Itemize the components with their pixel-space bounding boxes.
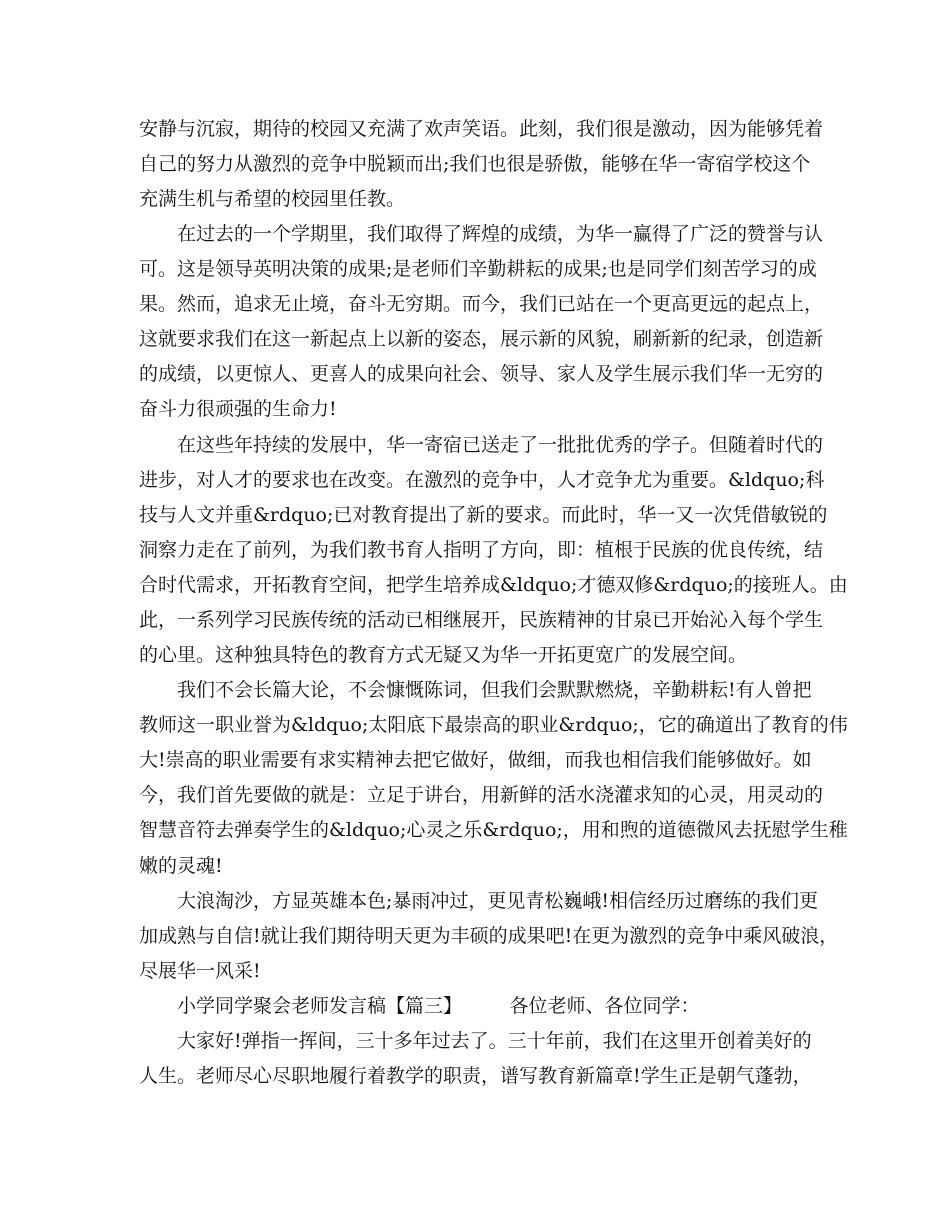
text-line: 尽展华一风采! <box>139 960 261 982</box>
text-line: 洞察力走在了前列，为我们教书育人指明了方向，即：植根于民族的优良传统，结 <box>139 539 824 561</box>
text-line: 这就要求我们在这一新起点上以新的姿态，展示新的风貌，刷新新的纪录，创造新 <box>139 328 824 350</box>
text-line: 今，我们首先要做的就是：立足于讲台，用新鲜的活水浇灌求知的心灵，用灵动的 <box>139 784 824 806</box>
text-line: 奋斗力很顽强的生命力! <box>139 398 337 420</box>
text-line: 的成绩，以更惊人、更喜人的成果向社会、领导、家人及学生展示我们华一无穷的 <box>139 363 824 385</box>
text-line: 充满生机与希望的校园里任教。 <box>139 188 406 210</box>
paragraph-first-line: 大家好!弹指一挥间，三十多年过去了。三十年前，我们在这里开创着美好的 <box>177 1030 812 1052</box>
text-line: 嫩的灵魂! <box>139 855 223 877</box>
paragraph-first-line: 我们不会长篇大论，不会慷慨陈词，但我们会默默燃烧，辛勤耕耘!有人曾把 <box>177 679 812 701</box>
paragraph-first-line: 大浪淘沙，方显英雄本色;暴雨冲过，更见青松巍峨!相信经历过磨练的我们更 <box>177 890 819 912</box>
text-line: 此，一系列学习民族传统的活动已相继展开，民族精神的甘泉已开始沁入每个学生 <box>139 609 824 631</box>
text-line: 可。这是领导英明决策的成果;是老师们辛勤耕耘的成果;也是同学们刻苦学习的成 <box>139 258 817 280</box>
paragraph-first-line: 在过去的一个学期里，我们取得了辉煌的成绩，为华一赢得了广泛的赞誉与认 <box>177 223 824 245</box>
text-line: 的心里。这种独具特色的教育方式无疑又为华一开拓更宽广的发展空间。 <box>139 644 748 666</box>
text-line: 进步，对人才的要求也在改变。在激烈的竞争中，人才竞争尤为重要。&ldquo;科 <box>139 469 825 491</box>
text-line: 智慧音符去弹奏学生的&ldquo;心灵之乐&rdquo;，用和煦的道德微风去抚慰学生稚 <box>139 819 848 841</box>
text-line: 果。然而，追求无止境，奋斗无穷期。而今，我们已站在一个更高更远的起点上， <box>139 293 824 315</box>
section-heading-line: 小学同学聚会老师发言稿【篇三】 各位老师、各位同学： <box>177 995 700 1017</box>
text-line: 自己的努力从激烈的竞争中脱颖而出;我们也很是骄傲，能够在华一寄宿学校这个 <box>139 153 811 175</box>
paragraph-first-line: 在这些年持续的发展中，华一寄宿已送走了一批批优秀的学子。但随着时代的 <box>177 434 824 456</box>
text-line: 合时代需求，开拓教育空间，把学生培养成&ldquo;才德双修&rdquo;的接班人。由 <box>139 574 848 596</box>
text-line: 加成熟与自信!就让我们期待明天更为丰硕的成果吧!在更为激烈的竞争中乘风破浪， <box>139 925 839 947</box>
text-line: 大!崇高的职业需要有求实精神去把它做好，做细，而我也相信我们能够做好。如 <box>139 749 812 771</box>
text-line: 教师这一职业誉为&ldquo;太阳底下最崇高的职业&rdquo;，它的确道出了教育的伟 <box>139 714 848 736</box>
text-line: 人生。老师尽心尽职地履行着教学的职责，谱写教育新篇章!学生正是朝气蓬勃， <box>139 1065 812 1087</box>
text-line: 安静与沉寂，期待的校园又充满了欢声笑语。此刻，我们很是激动，因为能够凭着 <box>139 118 824 140</box>
text-line: 技与人文并重&rdquo;已对教育提出了新的要求。而此时，华一又一次凭借敏锐的 <box>139 504 828 526</box>
